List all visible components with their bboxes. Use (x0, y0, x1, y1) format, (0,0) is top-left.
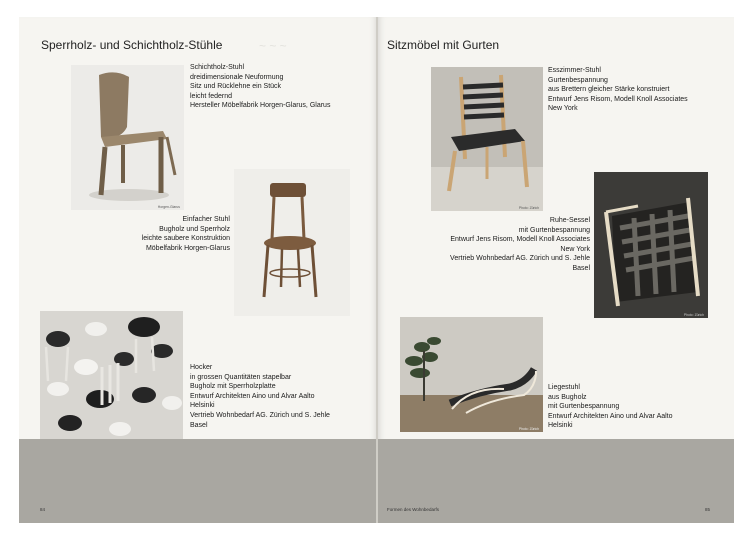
lounge-chair-caption: Ruhe-Sessel mit Gurtenbespannung Entwurf Jens Risom, Modell Knoll Associates New York Vertrieb Wohnbedarf AG. Zürich und S. Jehle Basel (450, 217, 590, 272)
simple-chair-photo (234, 169, 350, 316)
left-page (19, 17, 377, 523)
dining-chair-photo (431, 67, 543, 211)
photo-credit: Photo: Zürich (683, 313, 704, 317)
chaise-longue-caption: Liegestuhl aus Bugholz mit Gurtenbespannung Entwurf Architekten Aino und Alvar Aalto Helsinki (548, 384, 673, 430)
dining-chair-caption: Esszimmer-Stuhl Gurtenbespannung aus Brettern gleicher Stärke konstruiert Entwurf Jens Risom, Modell Knoll Associates New York (548, 67, 688, 113)
show-through-text: ~ ~ ~ (259, 39, 287, 53)
photo-credit: Photo: Zürich (518, 427, 539, 431)
simple-chair-caption: Einfacher Stuhl Bugholz und Sperrholz leichte saubere Konstruktion Möbelfabrik Horgen-Glarus (141, 216, 230, 252)
plywood-chair-photo (71, 65, 184, 210)
chaise-longue-photo (400, 317, 543, 432)
right-page (378, 17, 734, 523)
left-page-heading: Sperrholz- und Schichtholz-Stühle (41, 38, 223, 52)
left-page-number: 84 (40, 507, 46, 512)
photo-credit: Horgen-Glarus (157, 205, 180, 209)
right-page-number: 85 (704, 507, 710, 512)
photo-credit: Photo: Zürich (518, 206, 539, 210)
plywood-chair-caption: Schichtholz-Stuhl dreidimensionale Neuformung Sitz und Rücklehne ein Stück leicht federnd Hersteller Möbelfabrik Horgen-Glarus, Glarus (190, 64, 331, 110)
stools-caption: Hocker in grossen Quantitäten stapelbar Bugholz mit Sperrholzplatte Entwurf Architekten Aino und Alvar Aalto Helsinki Vertrieb Wohnbedarf AG. Zürich und S. Jehle Basel (190, 364, 330, 429)
running-footer-title: Formen des Wohnbedarfs (387, 507, 439, 512)
grey-band (19, 439, 377, 523)
stools-photo (40, 311, 183, 445)
right-page-heading: Sitzmöbel mit Gurten (387, 38, 500, 52)
lounge-chair-photo (594, 172, 708, 318)
